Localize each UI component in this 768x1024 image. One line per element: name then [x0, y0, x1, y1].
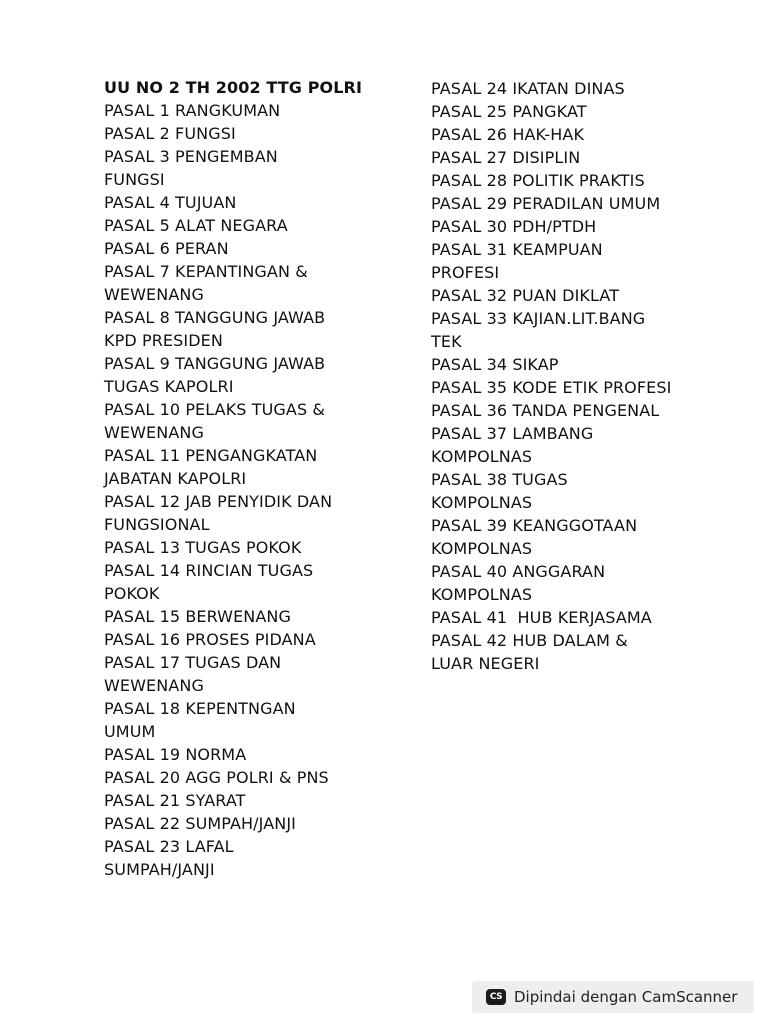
right-column-line: PASAL 31 KEAMPUAN: [431, 240, 603, 259]
left-column-line: PASAL 3 PENGEMBAN: [104, 147, 278, 166]
left-column-line: PASAL 4 TUJUAN: [104, 193, 237, 212]
right-column-line: PASAL 29 PERADILAN UMUM: [431, 194, 661, 213]
right-column-line: TEK: [431, 332, 462, 351]
camscanner-watermark: [472, 981, 754, 1013]
right-column-line: PASAL 38 TUGAS: [431, 470, 568, 489]
left-column-line: PASAL 21 SYARAT: [104, 791, 246, 810]
right-column-line: PASAL 36 TANDA PENGENAL: [431, 401, 660, 420]
left-column-line: PASAL 17 TUGAS DAN: [104, 653, 282, 672]
left-column-line: PASAL 23 LAFAL: [104, 837, 234, 856]
left-column-line: PASAL 14 RINCIAN TUGAS: [104, 561, 314, 580]
right-column-line: PASAL 28 POLITIK PRAKTIS: [431, 171, 645, 190]
document-title: UU NO 2 TH 2002 TTG POLRI: [104, 78, 362, 97]
right-column-line: KOMPOLNAS: [431, 539, 533, 558]
left-column-line: PASAL 19 NORMA: [104, 745, 247, 764]
left-column-line: TUGAS KAPOLRI: [104, 377, 234, 396]
right-column-line: PASAL 33 KAJIAN.LIT.BANG: [431, 309, 646, 328]
right-column-line: PASAL 41 HUB KERJASAMA: [431, 608, 652, 627]
right-column-line: KOMPOLNAS: [431, 585, 533, 604]
left-column-line: WEWENANG: [104, 423, 204, 442]
left-column-line: PASAL 6 PERAN: [104, 239, 229, 258]
left-column-line: WEWENANG: [104, 285, 204, 304]
right-column-line: KOMPOLNAS: [431, 493, 533, 512]
right-column-line: PASAL 42 HUB DALAM &: [431, 631, 628, 650]
right-column-line: PASAL 30 PDH/PTDH: [431, 217, 597, 236]
left-column-line: FUNGSI: [104, 170, 165, 189]
left-column-line: PASAL 22 SUMPAH/JANJI: [104, 814, 296, 833]
left-column-line: PASAL 2 FUNGSI: [104, 124, 236, 143]
left-column-line: PASAL 11 PENGANGKATAN: [104, 446, 318, 465]
left-column-line: WEWENANG: [104, 676, 204, 695]
right-column: [431, 77, 761, 675]
left-column-line: PASAL 7 KEPANTINGAN &: [104, 262, 308, 281]
right-column-line: PASAL 24 IKATAN DINAS: [431, 79, 625, 98]
left-column-line: POKOK: [104, 584, 160, 603]
right-column-line: PASAL 27 DISIPLIN: [431, 148, 581, 167]
left-column-line: UMUM: [104, 722, 156, 741]
right-column-line: PASAL 26 HAK-HAK: [431, 125, 585, 144]
right-column-line: PASAL 37 LAMBANG: [431, 424, 594, 443]
left-column-line: PASAL 18 KEPENTNGAN: [104, 699, 296, 718]
watermark-text: Dipindai dengan CamScanner: [514, 988, 738, 1006]
right-column-line: PASAL 32 PUAN DIKLAT: [431, 286, 620, 305]
left-column-line: PASAL 13 TUGAS POKOK: [104, 538, 302, 557]
camscanner-logo-icon: CS: [486, 989, 506, 1005]
right-column-line: KOMPOLNAS: [431, 447, 533, 466]
left-column-line: PASAL 9 TANGGUNG JAWAB: [104, 354, 326, 373]
left-column-line: PASAL 12 JAB PENYIDIK DAN: [104, 492, 333, 511]
left-column-line: KPD PRESIDEN: [104, 331, 223, 350]
left-column: [104, 76, 414, 881]
right-column-line: PASAL 25 PANGKAT: [431, 102, 587, 121]
left-column-line: FUNGSIONAL: [104, 515, 210, 534]
left-column-line: SUMPAH/JANJI: [104, 860, 215, 879]
right-column-line: LUAR NEGERI: [431, 654, 540, 673]
left-column-line: PASAL 20 AGG POLRI & PNS: [104, 768, 329, 787]
right-column-line: PASAL 34 SIKAP: [431, 355, 559, 374]
left-column-line: PASAL 15 BERWENANG: [104, 607, 291, 626]
left-column-line: PASAL 1 RANGKUMAN: [104, 101, 281, 120]
right-column-line: PASAL 39 KEANGGOTAAN: [431, 516, 638, 535]
right-column-line: PASAL 40 ANGGARAN: [431, 562, 606, 581]
left-column-line: PASAL 16 PROSES PIDANA: [104, 630, 316, 649]
left-column-line: PASAL 10 PELAKS TUGAS &: [104, 400, 325, 419]
right-column-line: PROFESI: [431, 263, 500, 282]
left-column-line: PASAL 5 ALAT NEGARA: [104, 216, 288, 235]
left-column-line: JABATAN KAPOLRI: [104, 469, 247, 488]
left-column-line: PASAL 8 TANGGUNG JAWAB: [104, 308, 326, 327]
right-column-line: PASAL 35 KODE ETIK PROFESI: [431, 378, 672, 397]
